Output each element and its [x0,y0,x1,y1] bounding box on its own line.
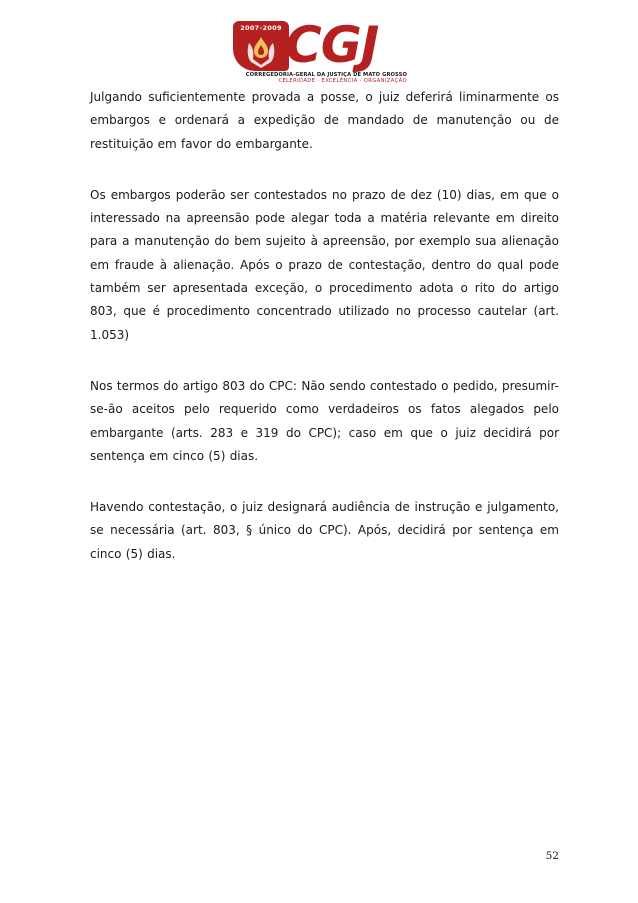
logo-years: 2007-2009 [240,24,282,32]
logo-subtitle-motto: CELERIDADE · EXCELÊNCIA · ORGANIZAÇÃO [278,78,407,84]
paragraph-contestacao-prazo: Os embargos poderão ser contestados no prazo de dez (10) dias, em que o interessado na apreensão pode alegar toda a matéria relevante em direito para a manutenção do bem sujeito à apreensão, por exemplo sua alienação em fraude à alienação. Após o prazo de contestação, dentro do qual pode também ser apresentada exceção, o procedimento adota o rito do artigo 803, que é procedimento concentrado utilizado no processo cautelar (art. 1.053) [90,187,559,342]
page-number: 52 [545,850,559,862]
cgj-logo [233,16,407,84]
logo-subtitle-institution: CORREGEDORIA-GERAL DA JUSTIÇA DE MATO GROSSO [245,72,407,78]
document-body [90,86,559,594]
paragraph-artigo-803: Nos termos do artigo 803 do CPC: Não sendo contestado o pedido, presumir-se-ão aceitos pelo requerido como verdadeiros os fatos alegados pelo embargante (arts. 283 e 319 do CPC); caso em que o juiz decidirá por sentença em cinco (5) dias. [90,378,559,463]
logo-letters: CGJ [285,16,379,74]
paragraph-audiencia: Havendo contestação, o juiz designará audiência de instrução e julgamento, se necessária (art. 803, § único do CPC). Após, decidirá por sentença em cinco (5) dias. [90,500,559,561]
logo-badge [233,21,289,71]
paragraph-liminar: Julgando suficientemente provada a posse, o juiz deferirá liminarmente os embargos e ordenará a expedição de mandado de manutenção ou de restituição em favor do embargante. [90,90,559,151]
flame-emblem-icon [241,35,281,69]
